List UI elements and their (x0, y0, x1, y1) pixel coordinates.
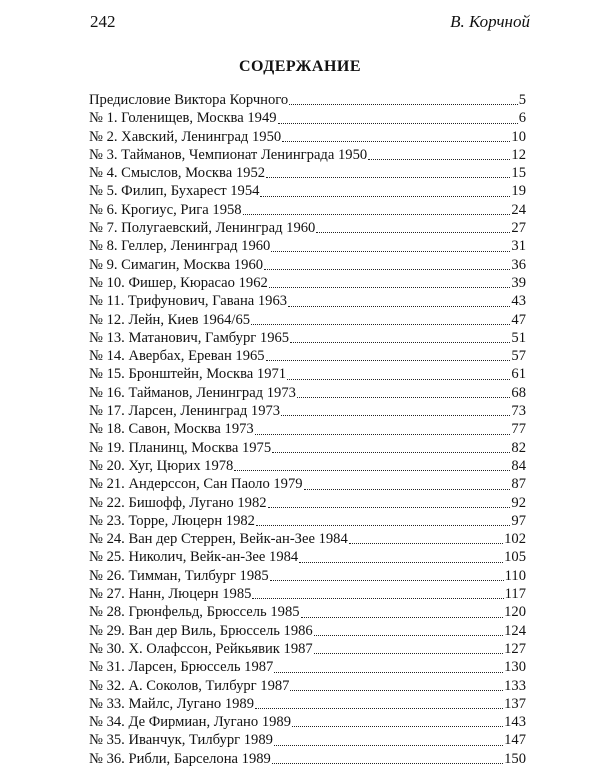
running-head: В. Корчной (450, 12, 530, 31)
toc-entry-label: № 28. Грюнфельд, Брюссель 1985 (89, 604, 300, 621)
toc-entry-label: № 22. Бишофф, Лугано 1982 (89, 494, 267, 511)
toc-entry (89, 530, 526, 548)
toc-dot-leader (282, 141, 510, 142)
toc-entry-page: 130 (504, 659, 526, 676)
toc-title: СОДЕРЖАНИЕ (238, 58, 362, 75)
toc-entry-label: № 8. Геллер, Ленинград 1960 (89, 238, 271, 255)
toc-entry-page: 10 (511, 128, 526, 145)
toc-entry-label: № 7. Полугаевский, Ленинград 1960 (89, 220, 316, 237)
toc-entry-page: 150 (504, 750, 526, 767)
toc-entry (89, 182, 526, 200)
toc-dot-leader (269, 287, 511, 288)
toc-dot-leader (297, 397, 510, 398)
toc-entry (89, 731, 526, 749)
toc-entry-label: № 12. Лейн, Киев 1964/65 (89, 311, 251, 328)
toc-dot-leader (268, 507, 511, 508)
toc-entry-page: 68 (511, 384, 526, 401)
toc-entry-label: № 2. Хавский, Ленинград 1950 (89, 128, 282, 145)
toc-entry-page: 117 (504, 586, 526, 603)
toc-entry-page: 87 (511, 476, 526, 493)
toc-entry-label: № 31. Ларсен, Брюссель 1987 (89, 659, 274, 676)
toc-entry-label: № 23. Торре, Люцерн 1982 (89, 512, 255, 529)
toc-entry-page: 5 (518, 92, 526, 108)
toc-entry (89, 494, 526, 512)
toc-entry (89, 603, 526, 621)
toc-entry (89, 713, 526, 731)
toc-entry (89, 256, 526, 274)
toc-entry-page: 19 (511, 183, 526, 200)
toc-entry (89, 164, 526, 182)
toc-entry (89, 201, 526, 219)
toc-entry (89, 237, 526, 255)
toc-entry-page: 43 (511, 293, 526, 310)
toc-entry-page: 51 (511, 329, 526, 346)
toc-dot-leader (316, 232, 510, 233)
toc-entry-label: № 18. Савон, Москва 1973 (89, 421, 254, 438)
toc-dot-leader (274, 672, 503, 673)
toc-entry-label: № 24. Ван дер Стеррен, Вейк-ан-Зее 1984 (89, 531, 348, 548)
toc-entry (89, 548, 526, 566)
toc-entry-page: 92 (511, 494, 526, 511)
toc-entry-label: № 21. Андерссон, Сан Паоло 1979 (89, 476, 303, 493)
toc-entry-page: 84 (511, 457, 526, 474)
toc-entry-page: 6 (518, 110, 526, 127)
toc-entry-page: 120 (504, 604, 526, 621)
toc-entry (89, 384, 526, 402)
toc-dot-leader (274, 745, 503, 746)
toc-dot-leader (266, 360, 511, 361)
toc-entry-label: № 34. Де Фирмиан, Лугано 1989 (89, 714, 292, 731)
toc-entry-label: № 26. Тимман, Тилбург 1985 (89, 567, 269, 584)
toc-entry-label: № 36. Рибли, Барселона 1989 (89, 750, 271, 767)
toc-dot-leader (281, 415, 510, 416)
toc-dot-leader (292, 726, 503, 727)
toc-entry-label: № 1. Голенищев, Москва 1949 (89, 110, 277, 127)
toc-entry-page: 61 (511, 366, 526, 383)
toc-entry-label: № 27. Нанн, Люцерн 1985 (89, 586, 252, 603)
toc-entry (89, 347, 526, 365)
toc-dot-leader (314, 635, 503, 636)
toc-entry-page: 82 (511, 439, 526, 456)
toc-entry (89, 567, 526, 585)
toc-dot-leader (266, 177, 510, 178)
toc-entry-page: 77 (511, 421, 526, 438)
toc-entry-page: 36 (511, 256, 526, 273)
toc-dot-leader (368, 159, 510, 160)
toc-dot-leader (349, 543, 503, 544)
toc-entry (89, 512, 526, 530)
toc-dot-leader (255, 434, 511, 435)
toc-entry (89, 128, 526, 146)
toc-dot-leader (255, 708, 503, 709)
toc-entry (89, 695, 526, 713)
toc-dot-leader (290, 342, 510, 343)
toc-entry (89, 329, 526, 347)
toc-entry-label: № 10. Фишер, Кюрасао 1962 (89, 274, 268, 291)
toc-entry-page: 124 (504, 622, 526, 639)
toc-dot-leader (270, 580, 504, 581)
toc-dot-leader (272, 763, 503, 764)
toc-entry (89, 274, 526, 292)
toc-dot-leader (252, 598, 503, 599)
toc-dot-leader (264, 269, 510, 270)
toc-dot-leader (260, 196, 510, 197)
toc-entry-page: 47 (511, 311, 526, 328)
toc-entry-label: № 4. Смыслов, Москва 1952 (89, 165, 266, 182)
toc-entry (89, 475, 526, 493)
toc-dot-leader (278, 123, 518, 124)
toc-entry-page: 133 (504, 677, 526, 694)
toc-entry (89, 622, 526, 640)
toc-dot-leader (243, 214, 511, 215)
toc-entry (89, 292, 526, 310)
toc-dot-leader (288, 306, 510, 307)
toc-entry-page: 105 (504, 549, 526, 566)
toc-entry-page: 27 (511, 220, 526, 237)
page-number: 242 (90, 12, 116, 31)
toc-entry-page: 24 (511, 201, 526, 218)
toc-entry-label: № 6. Крогиус, Рига 1958 (89, 201, 242, 218)
toc-entry (89, 109, 526, 127)
toc-entry-page: 57 (511, 348, 526, 365)
toc-entry-label: № 17. Ларсен, Ленинград 1973 (89, 403, 281, 420)
toc-entry-label: № 11. Трифунович, Гавана 1963 (89, 293, 288, 310)
toc-dot-leader (289, 104, 518, 105)
toc-entry-label: № 3. Тайманов, Чемпионат Ленинграда 1950 (89, 146, 368, 163)
toc-entry (89, 640, 526, 658)
toc-dot-leader (272, 452, 510, 453)
toc-entry-label: № 15. Бронштейн, Москва 1971 (89, 366, 287, 383)
toc-dot-leader (251, 324, 510, 325)
toc-entry-label: № 16. Тайманов, Ленинград 1973 (89, 384, 296, 401)
toc-entry (89, 585, 526, 603)
toc-entry (89, 146, 526, 164)
toc-entry (89, 420, 526, 438)
toc-entry (89, 658, 526, 676)
toc-entry (89, 219, 526, 237)
toc-dot-leader (256, 525, 510, 526)
toc-entry-label: № 20. Хуг, Цюрих 1978 (89, 457, 234, 474)
toc-entry-page: 15 (511, 165, 526, 182)
toc-dot-leader (271, 251, 510, 252)
toc-dot-leader (314, 653, 503, 654)
toc-entry (89, 750, 526, 768)
toc-dot-leader (299, 562, 503, 563)
toc-entry-label: № 25. Николич, Вейк-ан-Зее 1984 (89, 549, 299, 566)
toc-entry-label: № 14. Авербах, Ереван 1965 (89, 348, 265, 365)
toc-entry-page: 73 (511, 403, 526, 420)
toc-dot-leader (290, 690, 503, 691)
toc-entry (89, 439, 526, 457)
toc-entry-page: 110 (504, 567, 526, 584)
toc-entry-label: № 29. Ван дер Виль, Брюссель 1986 (89, 622, 313, 639)
toc-entry-page: 137 (504, 695, 526, 712)
toc-dot-leader (234, 470, 510, 471)
toc-entry-label: № 9. Симагин, Москва 1960 (89, 256, 264, 273)
toc-entry-label: № 33. Майлс, Лугано 1989 (89, 695, 255, 712)
toc-entry-page: 39 (511, 274, 526, 291)
toc-entry-page: 147 (504, 732, 526, 749)
toc-entry-label: № 32. А. Соколов, Тилбург 1987 (89, 677, 290, 694)
toc-entry-label: Предисловие Виктора Корчного (89, 92, 289, 108)
toc-entry-page: 143 (504, 714, 526, 731)
toc-entry-label: № 5. Филип, Бухарест 1954 (89, 183, 260, 200)
toc-entry (89, 91, 526, 109)
toc-entry-label: № 19. Планинц, Москва 1975 (89, 439, 272, 456)
toc-entry (89, 311, 526, 329)
toc-dot-leader (304, 489, 511, 490)
table-of-contents (89, 91, 526, 768)
toc-dot-leader (301, 617, 504, 618)
toc-entry-label: № 13. Матанович, Гамбург 1965 (89, 329, 290, 346)
toc-entry-page: 12 (511, 146, 526, 163)
toc-entry-page: 102 (504, 531, 526, 548)
toc-entry (89, 365, 526, 383)
toc-entry (89, 402, 526, 420)
toc-entry-page: 127 (504, 640, 526, 657)
toc-entry (89, 677, 526, 695)
toc-dot-leader (287, 379, 510, 380)
toc-entry-label: № 30. Х. Олафссон, Рейкьявик 1987 (89, 640, 313, 657)
toc-entry-label: № 35. Иванчук, Тилбург 1989 (89, 732, 273, 749)
toc-entry-page: 97 (511, 512, 526, 529)
toc-entry (89, 457, 526, 475)
toc-entry-page: 31 (511, 238, 526, 255)
